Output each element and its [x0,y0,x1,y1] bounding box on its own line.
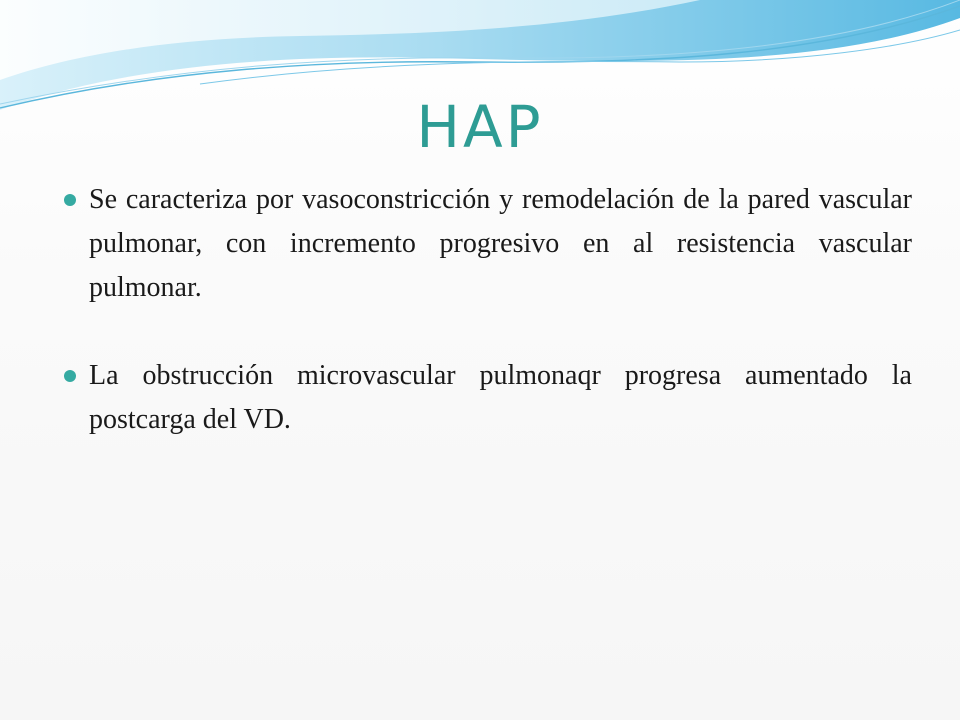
bullet-text: La obstrucción microvascular pulmonaqr progresa aumentado la postcarga del VD. [89,360,912,435]
slide-title: HAP [416,93,544,161]
bullet-marker-icon [64,194,76,206]
bullet-item [64,178,912,310]
bullet-marker-icon [64,370,76,382]
bullet-list [64,178,912,442]
bullet-text: Se caracteriza por vasoconstricción y remodelación de la pared vascular pulmonar, con incremento progresivo en al resistencia vascular pulmonar. [89,184,912,303]
bullet-item [64,354,912,442]
